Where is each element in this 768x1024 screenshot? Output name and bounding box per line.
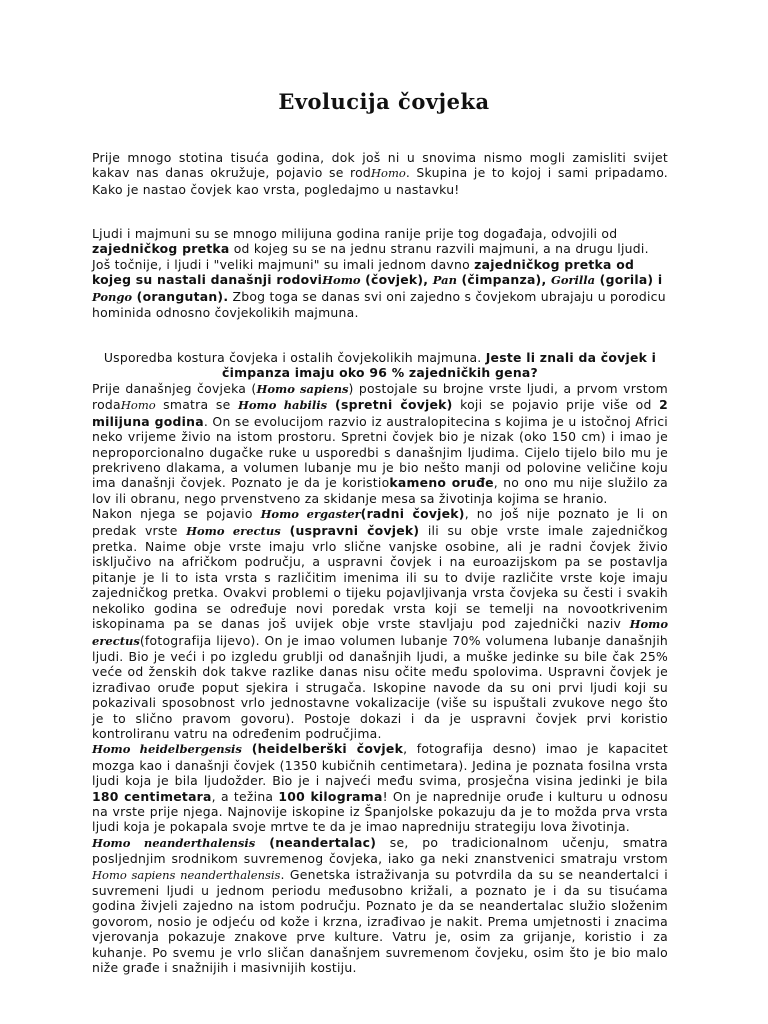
bold-term: 180 centimetara <box>92 788 212 804</box>
species-section <box>92 381 668 975</box>
text: . Genetska istraživanja su potvrdila da su se neandertalci i suvremeni ljudi u jednom periodu međusobno križali, a poznato je i da su tisućama godina živjeli zajedno na istom području. Poznato je da se neandertalac služio složenim govorom, nosio je odjeću od kože i krzna, izrađivao je nakit. Prema umjetnosti i znacima vjerovanja pokazuje znakove prve kulture. Vatru je, osim za grijanje, koristio i za kuhanje. Po svemu je vrlo sličan današnjem suvremenom čovjeku, osim što je bio malo niže građe i snažnijih i masivnijih kostiju. <box>92 866 668 976</box>
species-name: Homo sapiens neanderthalensis <box>92 867 281 882</box>
bold-term: 100 kilograma <box>278 788 383 804</box>
bold-term: (heidelberški čovjek <box>241 741 404 757</box>
species-name: Homo sapiens <box>256 382 349 396</box>
ancestor-paragraph <box>92 226 668 320</box>
text: Nakon njega se pojavio <box>92 506 261 522</box>
habilis-paragraph <box>92 381 668 506</box>
genus-name: Homo <box>120 398 156 413</box>
bold-term: Jeste li znali da čovjek i čimpanza imaju oko 96 % zajedničkih gena? <box>222 350 657 381</box>
species-name: Homo ergaster <box>260 507 361 522</box>
text: se, po tradicionalnom učenju, smatra posljednjim srodnikom suvremenog čovjeka, iako ga neki znanstvenici smatraju vrstom <box>92 834 669 867</box>
bold-term: (radni čovjek) <box>360 506 465 522</box>
heidelbergensis-paragraph <box>92 741 668 834</box>
genus-name: Pongo <box>92 289 133 304</box>
text: . On se evolucijom razvio iz australopitecina s kojima je u istočnoj Africi neko vrijeme živio na istom prostoru. Spretni čovjek bio je nizak (oko 150 cm) i imao je neproporcionalno dugačke ruke u usporedbi s današnjim ljudima. Cijelo tijelo bilo mu je prekriveno dlakama, a volumen lubanje mu je bio nešto manji od polovine veličine koju ima današnji čovjek. Poznato je da je koristio <box>92 413 668 491</box>
text: koji se pojavio prije više od <box>452 397 660 413</box>
erectus-paragraph <box>92 506 668 741</box>
bold-term: kameno oruđe <box>389 475 494 491</box>
species-name: Homo heidelbergensis <box>92 742 242 757</box>
text: Prije mnogo stotina tisuća godina, dok još ni u snovima nismo mogli zamisliti svijet kakav nas danas okružuje, pojavio se rod <box>92 150 668 181</box>
text: , a težina <box>211 788 279 804</box>
caption-paragraph <box>92 350 668 381</box>
genus-name: Homo <box>371 166 406 181</box>
page-title: Evolucija čovjeka <box>278 89 490 114</box>
text: . Skupina je to kojoj i sami pripadamo. Kako je nastao čovjek kao vrsta, pogledajmo u nastavku! <box>92 165 668 197</box>
neanderthal-paragraph <box>92 835 668 976</box>
bold-term: (čovjek), <box>360 272 433 288</box>
genus-name: Pan <box>432 273 457 288</box>
text: , fotografija desno) imao je kapacitet mozga kao i današnji čovjek (1350 kubičnih centimetara). Jedina je poznata fosilna vrsta ljudi koja je bila ljudožder. Bio je i najveći među svima, prosječna visina jedinki je bila <box>92 741 668 789</box>
bold-term: 2 milijuna godina <box>92 397 669 429</box>
bold-term: (uspravni čovjek) <box>280 522 420 538</box>
genus-name: Homo <box>322 273 361 288</box>
species-name: Homo habilis <box>237 398 328 413</box>
species-name: Homo erectus <box>92 617 668 648</box>
species-name: Homo neanderthalensis <box>92 835 256 850</box>
bold-term: (neandertalac) <box>255 834 377 850</box>
text: (fotografija lijevo). On je imao volumen lubanje 70% volumena lubanje današnjih ljudi. Bio je veći i po izgledu grublji od današnjih ljudi, a muške jedinke su bile čak 25% veće od ženskih dok takve razlike danas nisu očite među spolovima. Uspravni čovjek je izrađivao oruđe poput sjekira i strugača. Iskopine navode da su oni prvi ljudi koji su pokazivali sposobnost vrlo jednostavne vokalizacije (više su ispuštali zvukove nego što je to slično pravom govoru). Postoje dokazi i da je uspravni čovjek prvi koristio kontroliranu vatru na određenim područjima. <box>92 632 668 741</box>
bold-term: zajedničkog pretka od kojeg su nastali današnji rodovi <box>92 256 635 288</box>
text: smatra se <box>155 397 238 413</box>
text: , no ono mu nije služilo za lov ili obranu, nego prvenstveno za skidanje mesa sa životinja kojima se hranio. <box>92 475 668 506</box>
bold-term: (čimpanza), <box>456 272 551 288</box>
text: od kojeg su se na jednu stranu razvili majmuni, a na drugu ljudi. Još točnije, i ljudi i "veliki majmuni" su imali jednom davno <box>92 241 649 272</box>
text: ili su obje vrste imale zajedničkog pretka. Naime obje vrste imaju vrlo slične vanjske osobine, ali je radni čovjek živio isključivo na afričkom području, a uspravni čovjek i na euroazijskom pa se postavlja pitanje je li to ista vrsta s različitim imenima ili su to dvije različite vrste koje imaju zajedničkog pretka. Ovakvi problemi o tijeku pojavljivanja vrsta čovjeka su česti i svakih nekoliko godina se određuje novi poredak vrsta koji se temelji na novootkrivenim iskopinama pa se danas još uvijek obje vrste stavljaju pod zajednički naziv <box>92 522 668 632</box>
bold-term: (spretni čovjek) <box>327 397 453 413</box>
species-name: Homo erectus <box>186 523 281 538</box>
text: ) postojale su brojne vrste ljudi, a prvom vrstom roda <box>92 381 668 413</box>
text: Zbog toga se danas svi oni zajedno s čovjekom ubrajaju u porodicu hominida odnosno čovjekolikih majmuna. <box>92 288 666 321</box>
genus-name: Gorilla <box>551 273 596 288</box>
bold-term: zajedničkog pretka <box>92 241 230 257</box>
intro-paragraph <box>92 150 668 197</box>
bold-term: (orangutan). <box>132 288 229 304</box>
text: Prije današnjeg čovjeka ( <box>92 381 257 396</box>
text: Usporedba kostura čovjeka i ostalih čovjekolikih majmuna. <box>103 350 486 365</box>
text: Ljudi i majmuni su se mnogo milijuna godina ranije prije tog događaja, odvojili od <box>92 226 618 241</box>
bold-term: (gorila) i <box>595 272 663 288</box>
text: ! On je naprednije oruđe i kulturu u odnosu na vrste prije njega. Najnovije iskopine iz Španjolske pokazuju da je to možda prva vrsta ljudi koja je pokapala svoje mrtve te da je imao napredniju strategiju lova životinja. <box>92 788 668 835</box>
text: , no još nije poznato je li on predak vrste <box>92 506 668 538</box>
